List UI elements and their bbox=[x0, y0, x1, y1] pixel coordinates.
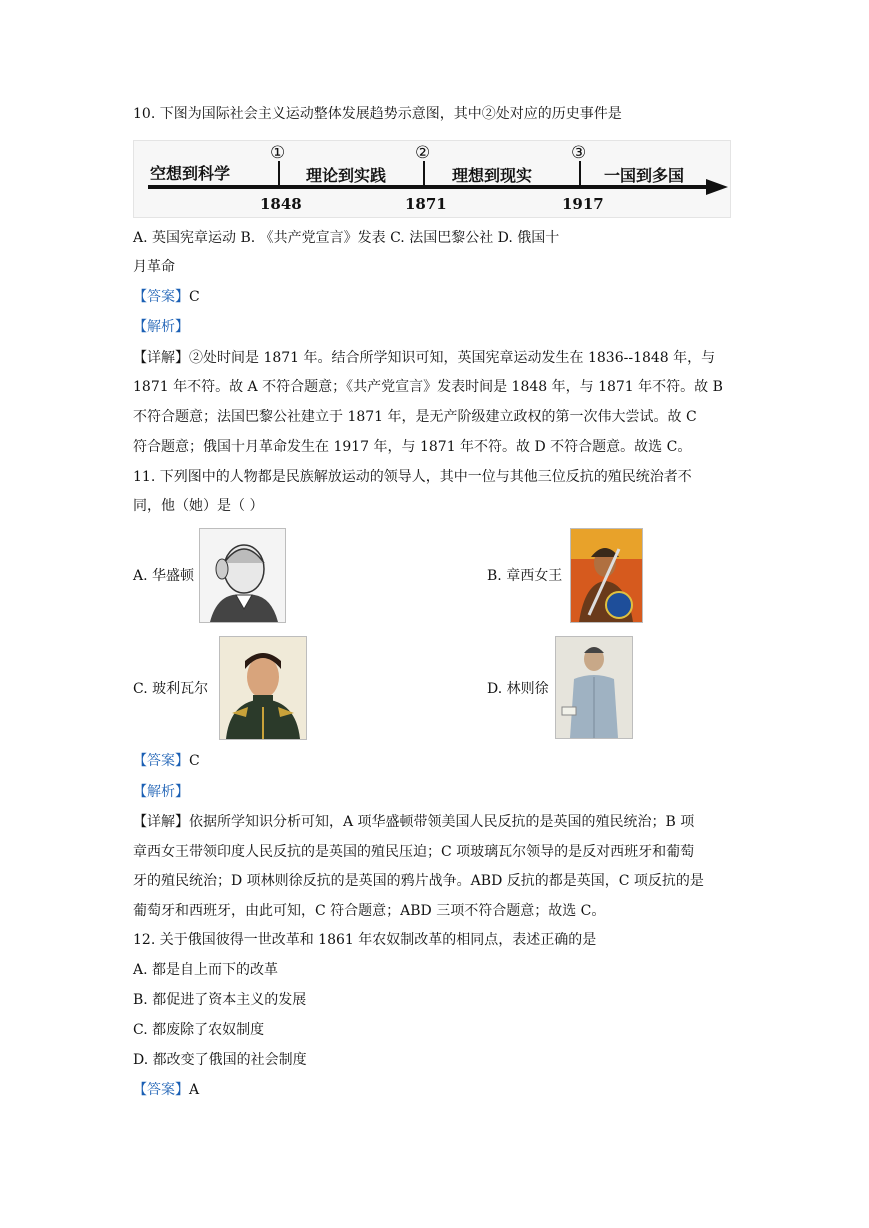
q11-answer bbox=[133, 751, 200, 771]
timeline-marker-1: ① bbox=[270, 143, 286, 163]
timeline-year-2: 1871 bbox=[405, 195, 447, 213]
q12-stem: 12. 关于俄国彼得一世改革和 1861 年农奴制改革的相同点，表述正确的是 bbox=[133, 932, 597, 948]
portrait-drawing bbox=[220, 637, 306, 739]
rani-lakshmibai-portrait-image bbox=[570, 528, 643, 623]
q12-option-d: D. 都改变了俄国的社会制度 bbox=[133, 1052, 307, 1068]
lin-zexu-portrait-image bbox=[555, 636, 633, 739]
bolivar-portrait-image bbox=[219, 636, 307, 740]
q10-options: A. 英国宪章运动 B. 《共产党宣言》发表 C. 法国巴黎公社 D. 俄国十 bbox=[133, 230, 560, 246]
q11-option-b-label: B. 章西女王 bbox=[487, 568, 563, 584]
q10-answer bbox=[133, 287, 200, 307]
q10-detail-line: 【详解】②处时间是 1871 年。结合所学知识可知，英国宪章运动发生在 1836--1848 年，与 bbox=[133, 350, 716, 366]
q10-detail-line: 不符合题意；法国巴黎公社建立于 1871 年，是无产阶级建立政权的第一次伟大尝试。故 C bbox=[133, 409, 697, 425]
q10-detail-line: 1871 年不符。故 A 不符合题意；《共产党宣言》发表时间是 1848 年，与 1871 年不符。故 B bbox=[133, 379, 723, 395]
timeline-marker-3: ③ bbox=[571, 143, 587, 163]
q11-stem-cont: 同，他（她）是（ ） bbox=[133, 498, 264, 514]
q11-option-d-label: D. 林则徐 bbox=[487, 681, 549, 697]
timeline-stage-1: 空想到科学 bbox=[150, 164, 231, 183]
timeline-stage-3: 理想到现实 bbox=[452, 166, 533, 185]
q12-option-c: C. 都废除了农奴制度 bbox=[133, 1022, 265, 1038]
answer-value: C bbox=[189, 289, 200, 305]
q10-detail-line: 符合题意；俄国十月革命发生在 1917 年，与 1871 年不符。故 D 不符合题意。故选 C。 bbox=[133, 439, 692, 455]
timeline-stage-2: 理论到实践 bbox=[306, 166, 387, 185]
q11-option-c-label: C. 玻利瓦尔 bbox=[133, 681, 209, 697]
q11-detail-line: 章西女王带领印度人民反抗的是英国的殖民压迫；C 项玻璃瓦尔领导的是反对西班牙和葡萄 bbox=[133, 844, 695, 860]
timeline-marker-2: ② bbox=[415, 143, 431, 163]
washington-portrait-image bbox=[199, 528, 286, 623]
q11-analysis-label: 【解析】 bbox=[133, 784, 189, 800]
answer-label: 【答案】 bbox=[133, 289, 189, 305]
q10-options-cont: 月革命 bbox=[133, 259, 175, 275]
timeline-year-1: 1848 bbox=[260, 195, 302, 213]
timeline-year-3: 1917 bbox=[562, 195, 604, 213]
q12-option-a: A. 都是自上而下的改革 bbox=[133, 962, 279, 978]
q10-stem: 10. 下图为国际社会主义运动整体发展趋势示意图，其中②处对应的历史事件是 bbox=[133, 106, 622, 122]
q11-detail-line: 葡萄牙和西班牙，由此可知，C 符合题意；ABD 三项不符合题意；故选 C。 bbox=[133, 903, 606, 919]
portrait-drawing bbox=[556, 637, 632, 738]
answer-label: 【答案】 bbox=[133, 1082, 189, 1098]
portrait-drawing bbox=[571, 529, 642, 622]
answer-value: C bbox=[189, 753, 200, 769]
timeline-stage-4: 一国到多国 bbox=[604, 166, 685, 185]
q11-detail-line: 【详解】依据所学知识分析可知，A 项华盛顿带领美国人民反抗的是英国的殖民统治；B 项 bbox=[133, 814, 695, 830]
q12-answer bbox=[133, 1080, 199, 1100]
answer-label: 【答案】 bbox=[133, 753, 189, 769]
portrait-drawing bbox=[200, 529, 285, 622]
q11-stem: 11. 下列图中的人物都是民族解放运动的领导人，其中一位与其他三位反抗的殖民统治者不 bbox=[133, 469, 692, 485]
q11-option-a-label: A. 华盛顿 bbox=[133, 568, 195, 584]
q11-detail-line: 牙的殖民统治；D 项林则徐反抗的是英国的鸦片战争。ABD 反抗的都是英国，C 项反抗的是 bbox=[133, 873, 704, 889]
q10-timeline-figure bbox=[133, 140, 731, 218]
q10-analysis-label: 【解析】 bbox=[133, 319, 189, 335]
q12-option-b: B. 都促进了资本主义的发展 bbox=[133, 992, 307, 1008]
answer-value: A bbox=[189, 1082, 200, 1098]
